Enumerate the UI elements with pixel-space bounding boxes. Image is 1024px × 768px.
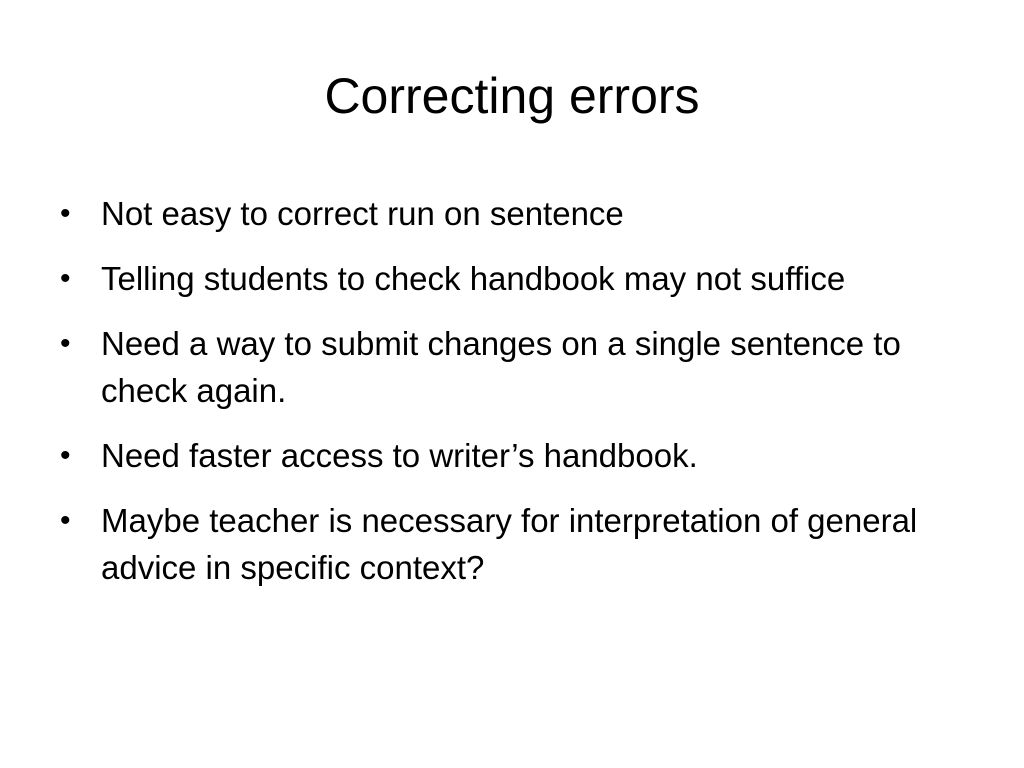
bullet-text: Need a way to submit changes on a single sentence to check again. [101,325,901,409]
bullet-item [60,255,960,302]
bullet-icon: • [60,197,71,230]
bullet-item [60,497,960,591]
bullet-icon: • [60,327,71,360]
bullet-icon: • [60,504,71,537]
bullet-text: Need faster access to writer’s handbook. [101,437,698,474]
bullet-text: Telling students to check handbook may not suffice [101,260,846,297]
bullet-item [60,190,960,237]
bullet-icon: • [60,262,71,295]
bullet-text: Not easy to correct run on sentence [101,195,624,232]
slide-title: Correcting errors [324,68,700,124]
bullet-icon: • [60,439,71,472]
bullet-text: Maybe teacher is necessary for interpretation of general advice in specific context? [101,502,918,586]
bullet-item [60,432,960,479]
bullet-list [60,190,960,609]
bullet-item [60,320,960,414]
